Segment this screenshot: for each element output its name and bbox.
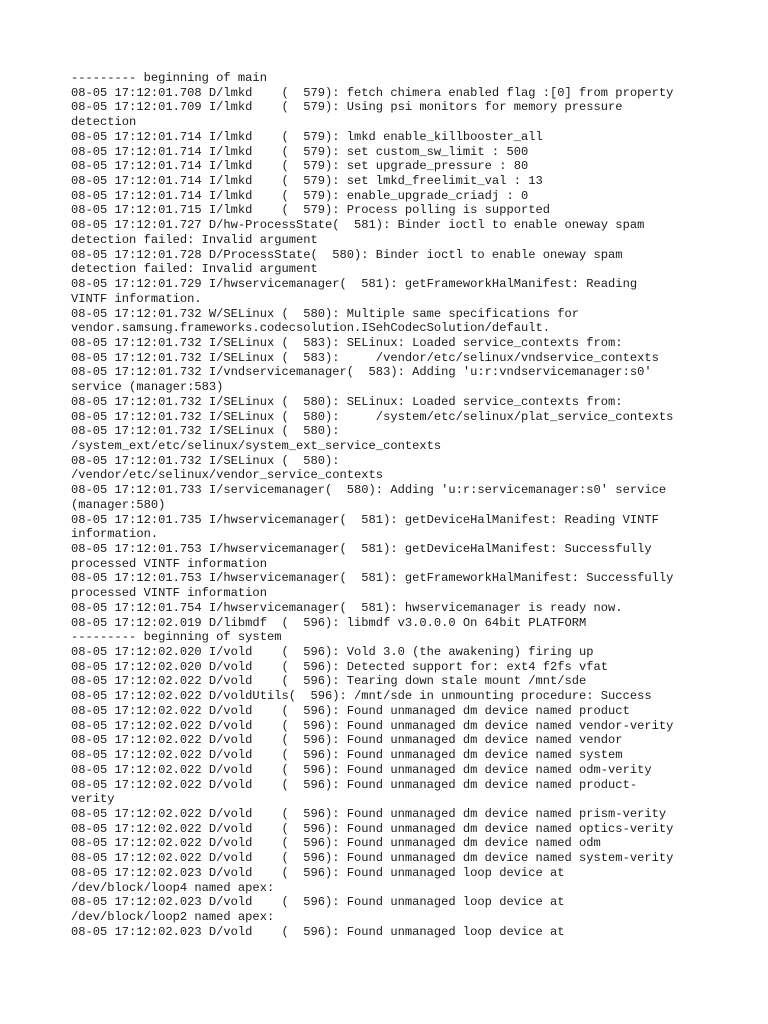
log-line: 08-05 17:12:02.019 D/libmdf ( 596): libmdf v3.0.0.0 On 64bit PLATFORM (71, 615, 587, 630)
log-line: detection failed: Invalid argument (71, 232, 318, 247)
log-line: 08-05 17:12:02.022 D/vold ( 596): Found unmanaged dm device named product (71, 703, 630, 718)
log-line: 08-05 17:12:01.714 I/lmkd ( 579): set custom_sw_limit : 500 (71, 144, 529, 159)
log-line: /dev/block/loop2 named apex: (71, 909, 275, 924)
log-line: 08-05 17:12:01.733 I/servicemanager( 580): Adding 'u:r:servicemanager:s0' service (71, 483, 667, 498)
log-line: /system_ext/etc/selinux/system_ext_service_contexts (71, 438, 442, 453)
log-line: 08-05 17:12:01.714 I/lmkd ( 579): enable_upgrade_criadj : 0 (71, 188, 529, 203)
log-line: 08-05 17:12:01.753 I/hwservicemanager( 581): getFrameworkHalManifest: Successfully (71, 571, 674, 586)
log-line: 08-05 17:12:01.753 I/hwservicemanager( 581): getDeviceHalManifest: Successfully (71, 542, 652, 556)
log-line: processed VINTF information (71, 556, 267, 571)
log-line: 08-05 17:12:01.732 I/vndservicemanager( 583): Adding 'u:r:vndservicemanager:s0' (71, 365, 652, 380)
log-line: --------- beginning of system (71, 630, 282, 645)
log-line: service (manager:583) (71, 380, 224, 395)
log-line: 08-05 17:12:01.709 I/lmkd ( 579): Using psi monitors for memory pressure (71, 100, 623, 115)
log-line: verity (71, 792, 115, 807)
log-line: (manager:580) (71, 497, 166, 512)
log-line: 08-05 17:12:02.022 D/vold ( 596): Found unmanaged dm device named system-verity (71, 851, 674, 866)
log-line: 08-05 17:12:02.023 D/vold ( 596): Found unmanaged loop device at (71, 895, 565, 910)
log-line: processed VINTF information (71, 586, 267, 601)
log-line: 08-05 17:12:01.714 I/lmkd ( 579): set upgrade_pressure : 80 (71, 159, 529, 174)
log-line: 08-05 17:12:01.732 I/SELinux ( 580): (71, 453, 340, 468)
log-line: 08-05 17:12:01.732 I/SELinux ( 580): /system/etc/selinux/plat_service_contexts (71, 409, 674, 424)
log-line: 08-05 17:12:02.023 D/vold ( 596): Found unmanaged loop device at (71, 865, 565, 880)
log-line: 08-05 17:12:02.023 D/vold ( 596): Found unmanaged loop device at (71, 924, 565, 939)
log-line: vendor.samsung.frameworks.codecsolution.ISehCodecSolution/default. (71, 321, 550, 336)
log-line: 08-05 17:12:02.022 D/vold ( 596): Found unmanaged dm device named system (71, 748, 623, 763)
log-line: --------- beginning of main (71, 71, 267, 85)
log-line: /dev/block/loop4 named apex: (71, 880, 275, 895)
log-line: 08-05 17:12:01.732 I/SELinux ( 583): SELinux: Loaded service_contexts from: (71, 335, 623, 350)
log-line: information. (71, 527, 159, 542)
log-line: 08-05 17:12:02.022 D/vold ( 596): Found unmanaged dm device named vendor (71, 733, 623, 748)
log-line: 08-05 17:12:02.022 D/vold ( 596): Found unmanaged dm device named odm-verity (71, 762, 652, 777)
log-line: detection (71, 115, 137, 130)
log-line: 08-05 17:12:01.714 I/lmkd ( 579): lmkd enable_killbooster_all (71, 129, 543, 144)
log-line: 08-05 17:12:01.754 I/hwservicemanager( 581): hwservicemanager is ready now. (71, 600, 623, 615)
log-line: 08-05 17:12:02.022 D/vold ( 596): Found unmanaged dm device named product- (71, 777, 638, 792)
log-document (71, 71, 711, 939)
log-line: detection failed: Invalid argument (71, 262, 318, 277)
log-line: 08-05 17:12:01.714 I/lmkd ( 579): set lmkd_freelimit_val : 13 (71, 174, 543, 189)
log-line: 08-05 17:12:01.732 I/SELinux ( 580): (71, 424, 340, 439)
log-line: 08-05 17:12:01.732 I/SELinux ( 580): SELinux: Loaded service_contexts from: (71, 394, 623, 409)
log-line: /vendor/etc/selinux/vendor_service_contexts (71, 468, 384, 483)
log-line: 08-05 17:12:01.708 D/lmkd ( 579): fetch chimera enabled flag :[0] from property (71, 85, 674, 100)
log-line: 08-05 17:12:01.728 D/ProcessState( 580): Binder ioctl to enable oneway spam (71, 247, 623, 262)
log-line: 08-05 17:12:01.735 I/hwservicemanager( 581): getDeviceHalManifest: Reading VINTF (71, 512, 659, 527)
log-line: 08-05 17:12:02.022 D/vold ( 596): Found unmanaged dm device named odm (71, 836, 601, 851)
log-line: 08-05 17:12:02.022 D/vold ( 596): Found unmanaged dm device named optics-verity (71, 821, 674, 836)
log-line: VINTF information. (71, 291, 202, 306)
log-line: 08-05 17:12:02.022 D/vold ( 596): Tearing down stale mount /mnt/sde (71, 674, 587, 689)
log-line: 08-05 17:12:01.727 D/hw-ProcessState( 581): Binder ioctl to enable oneway spam (71, 218, 645, 233)
log-line: 08-05 17:12:02.022 D/vold ( 596): Found unmanaged dm device named vendor-verity (71, 718, 674, 733)
log-line: 08-05 17:12:02.020 D/vold ( 596): Detected support for: ext4 f2fs vfat (71, 659, 609, 674)
log-line: 08-05 17:12:01.729 I/hwservicemanager( 581): getFrameworkHalManifest: Reading (71, 277, 638, 292)
log-line: 08-05 17:12:01.715 I/lmkd ( 579): Process polling is supported (71, 203, 550, 218)
log-line: 08-05 17:12:02.022 D/vold ( 596): Found unmanaged dm device named prism-verity (71, 806, 667, 821)
log-line: 08-05 17:12:02.020 I/vold ( 596): Vold 3.0 (the awakening) firing up (71, 645, 594, 660)
log-line: 08-05 17:12:01.732 W/SELinux ( 580): Multiple same specifications for (71, 306, 580, 321)
log-line: 08-05 17:12:01.732 I/SELinux ( 583): /vendor/etc/selinux/vndservice_contexts (71, 350, 659, 365)
log-line: 08-05 17:12:02.022 D/voldUtils( 596): /mnt/sde in unmounting procedure: Success (71, 689, 652, 704)
